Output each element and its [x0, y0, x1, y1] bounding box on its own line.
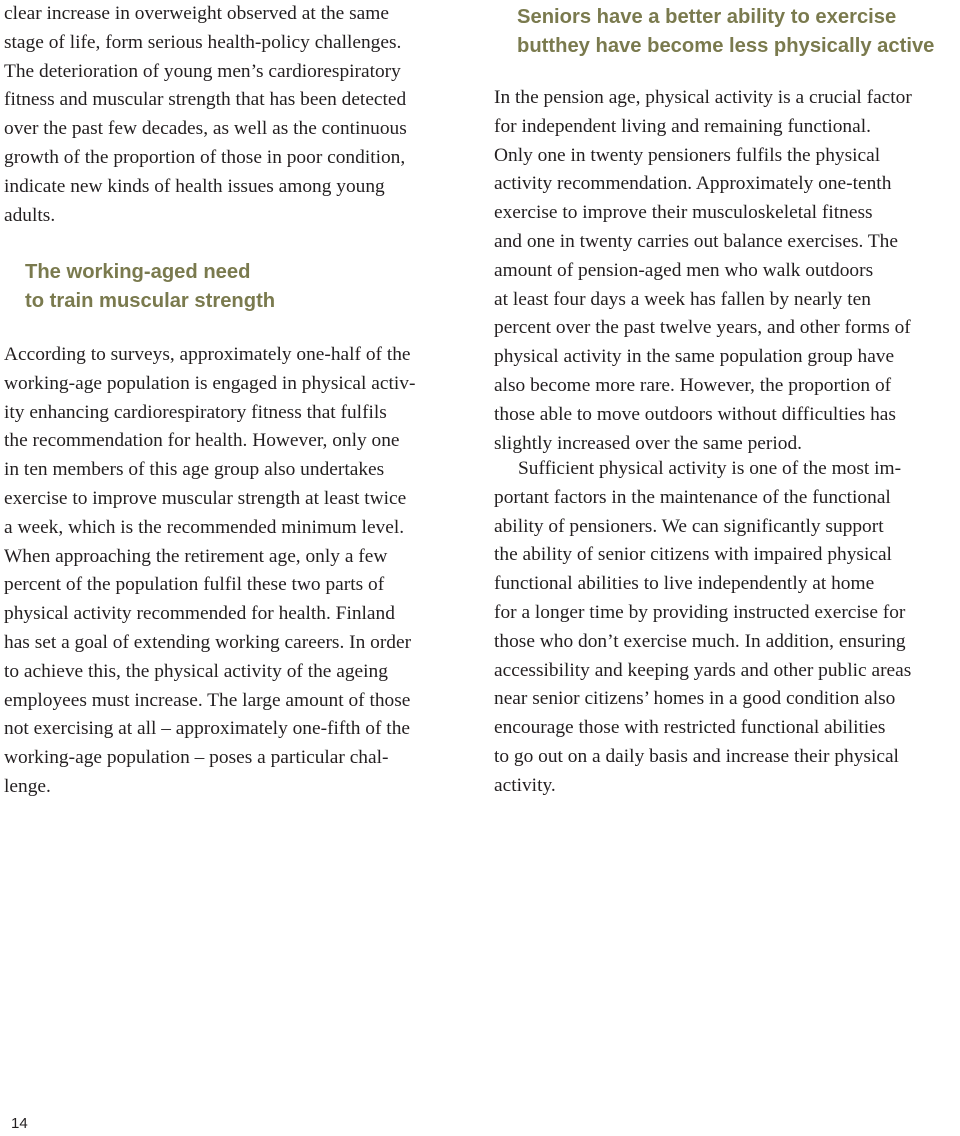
- left-paragraph-1: clear increase in overweight observed at the same stage of life, form serious health-policy challenges. The deterioration of young men’s cardiorespiratory fitness and muscular strength that has been detected over the past few decades, as well as the continuous growth of the proportion of those in poor condition, indicate new kinds of health issues among young adults.: [4, 3, 407, 226]
- right-paragraph-2: Sufficient physical activity is one of the most im- portant factors in the maintenance of the functional ability of pensioners. We can significantly support the ability of senior citizens with impaired physical functional abilities to live independently at home for a longer time by providing instructed exercise for those who don’t exercise much. In addition, ensuring accessibility and keeping yards and other public areas near senior citizens’ homes in a good condition also encourage those with restricted functional abilities to go out on a daily basis and increase their physical activity.: [494, 458, 912, 796]
- section-heading-working-aged: The working-aged need to train muscular strength: [25, 261, 276, 312]
- right-paragraph-1: In the pension age, physical activity is a crucial factor for independent living and remaining functional. Only one in twenty pensioners fulfils the physical activity recommendation. Approximately one-tenth exercise to improve their musculoskeletal fitness and one in twenty carries out balance exercises. The amount of pension-aged men who walk outdoors at least four days a week has fallen by nearly ten percent over the past twelve years, and other forms of physical activity in the same population group have also become more rare. However, the proportion of those able to move outdoors without difficulties has slightly increased over the same period.: [494, 87, 912, 454]
- section-heading-seniors: Seniors have a better ability to exercise butthey have become less physically active: [517, 6, 935, 57]
- page-number: 14: [11, 1115, 28, 1132]
- left-paragraph-2: According to surveys, approximately one-half of the working-age population is engaged in physical activ- ity enhancing cardiorespiratory fitness that fulfils the recommendation for health. However, only one in ten members of this age group also undertakes exercise to improve muscular strength at least twice a week, which is the recommended minimum level. When approaching the retirement age, only a few percent of the population fulfil these two parts of physical activity recommended for health. Finland has set a goal of extending working careers. In order to achieve this, the physical activity of the ageing employees must increase. The large amount of those not exercising at all – approximately one-fifth of the working-age population – poses a particular chal- lenge.: [4, 344, 416, 797]
